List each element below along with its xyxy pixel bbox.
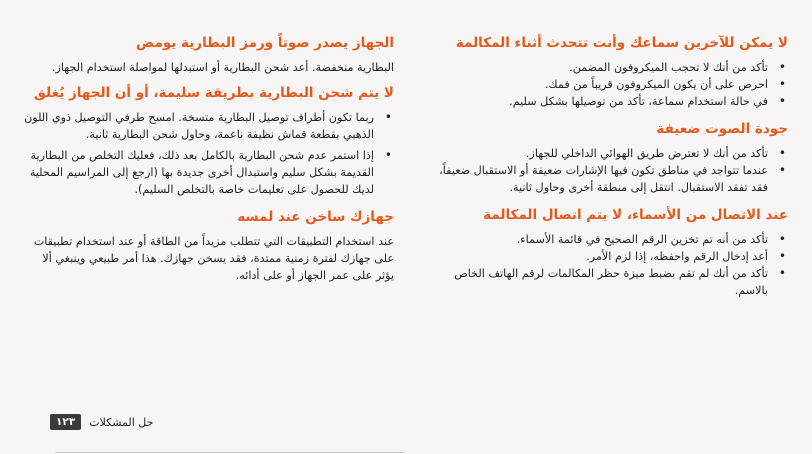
footer-divider <box>55 452 405 453</box>
list-item: • في حالة استخدام سماعة، تأكد من توصيلها بشكل سليم. <box>423 93 770 110</box>
page-number: ١٢٣ <box>50 414 81 430</box>
section-battery-beeps <box>22 34 394 76</box>
section-heading: الجهاز يصدر صوتاً ورمز البطارية يومض <box>136 35 394 51</box>
bullet-list <box>22 109 394 198</box>
footer-section-label: حل المشكلات <box>89 415 154 429</box>
bullet-list <box>423 231 788 299</box>
section-device-hot <box>22 208 394 284</box>
section-heading: عند الاتصال من الأسماء، لا يتم اتصال المكالمة <box>483 207 788 223</box>
section-heading: لا يمكن للآخرين سماعك وأنت تتحدث أثناء المكالمة <box>455 35 788 51</box>
list-item: • تأكد من أنك لا تحجب الميكروفون المضمن. <box>423 59 770 76</box>
section-heading: لا يتم شحن البطارية بطريقة سليمة، أو أن الجهاز يُغلق <box>33 85 394 101</box>
section-paragraph: البطارية منخفضة. أعد شحن البطارية أو استبدلها لمواصلة استخدام الجهاز. <box>51 61 394 74</box>
section-call-not-connected <box>423 206 788 299</box>
page-footer <box>50 414 153 430</box>
list-item: • ربما تكون أطراف توصيل البطارية متسخة. امسح طرفي التوصيل ذوي اللون الذهبي بقطعة قماش نظيفة ناعمة، وحاول شحن البطارية ثانية. <box>22 109 376 143</box>
list-item: • إذا استمر عدم شحن البطارية بالكامل بعد ذلك، فعليك التخلص من البطارية القديمة بشكل سليم واستبدال أخرى جديدة بها (ارجع إلى المراسيم المحلية لديك للحصول على تعليمات خاصة بالتخلص السليم). <box>22 147 376 198</box>
list-item: • احرص على أن يكون الميكروفون قريباً من فمك. <box>423 76 770 93</box>
section-heading: جودة الصوت ضعيفة <box>656 121 788 137</box>
list-item: • أعد إدخال الرقم واحفظه، إذا لزم الأمر. <box>423 248 770 265</box>
section-no-sound-heard <box>423 34 788 110</box>
list-item: • تأكد من أنك لم تقم بضبط ميزة حظر المكالمات لرقم الهاتف الخاص بالاسم. <box>423 265 770 299</box>
right-column <box>423 34 788 309</box>
section-poor-sound-quality <box>423 120 788 196</box>
bullet-list <box>423 59 788 110</box>
section-battery-not-charging <box>22 84 394 198</box>
list-item: • عندما تتواجد في مناطق تكون فيها الإشارات ضعيفة أو الاستقبال ضعيفاً، فقد تفقد الاستقبال. انتقل إلى منطقة أخرى وحاول ثانية. <box>423 162 770 196</box>
bullet-list <box>423 145 788 196</box>
left-column <box>22 34 394 292</box>
list-item: • تأكد من أنه تم تخزين الرقم الصحيح في قائمة الأسماء. <box>423 231 770 248</box>
section-paragraph: عند استخدام التطبيقات التي تتطلب مزيداً من الطاقة أو عند استخدام تطبيقات على جهازك لفترة زمنية ممتدة، فقد يسخن جهازك. هذا أمر طبيعي وينبغي ألا يؤثر على عمر الجهاز أو على أدائه. <box>33 235 394 282</box>
list-item: • تأكد من أنك لا تعترض طريق الهوائي الداخلي للجهاز. <box>423 145 770 162</box>
section-heading: جهازك ساخن عند لمسه <box>237 209 394 225</box>
